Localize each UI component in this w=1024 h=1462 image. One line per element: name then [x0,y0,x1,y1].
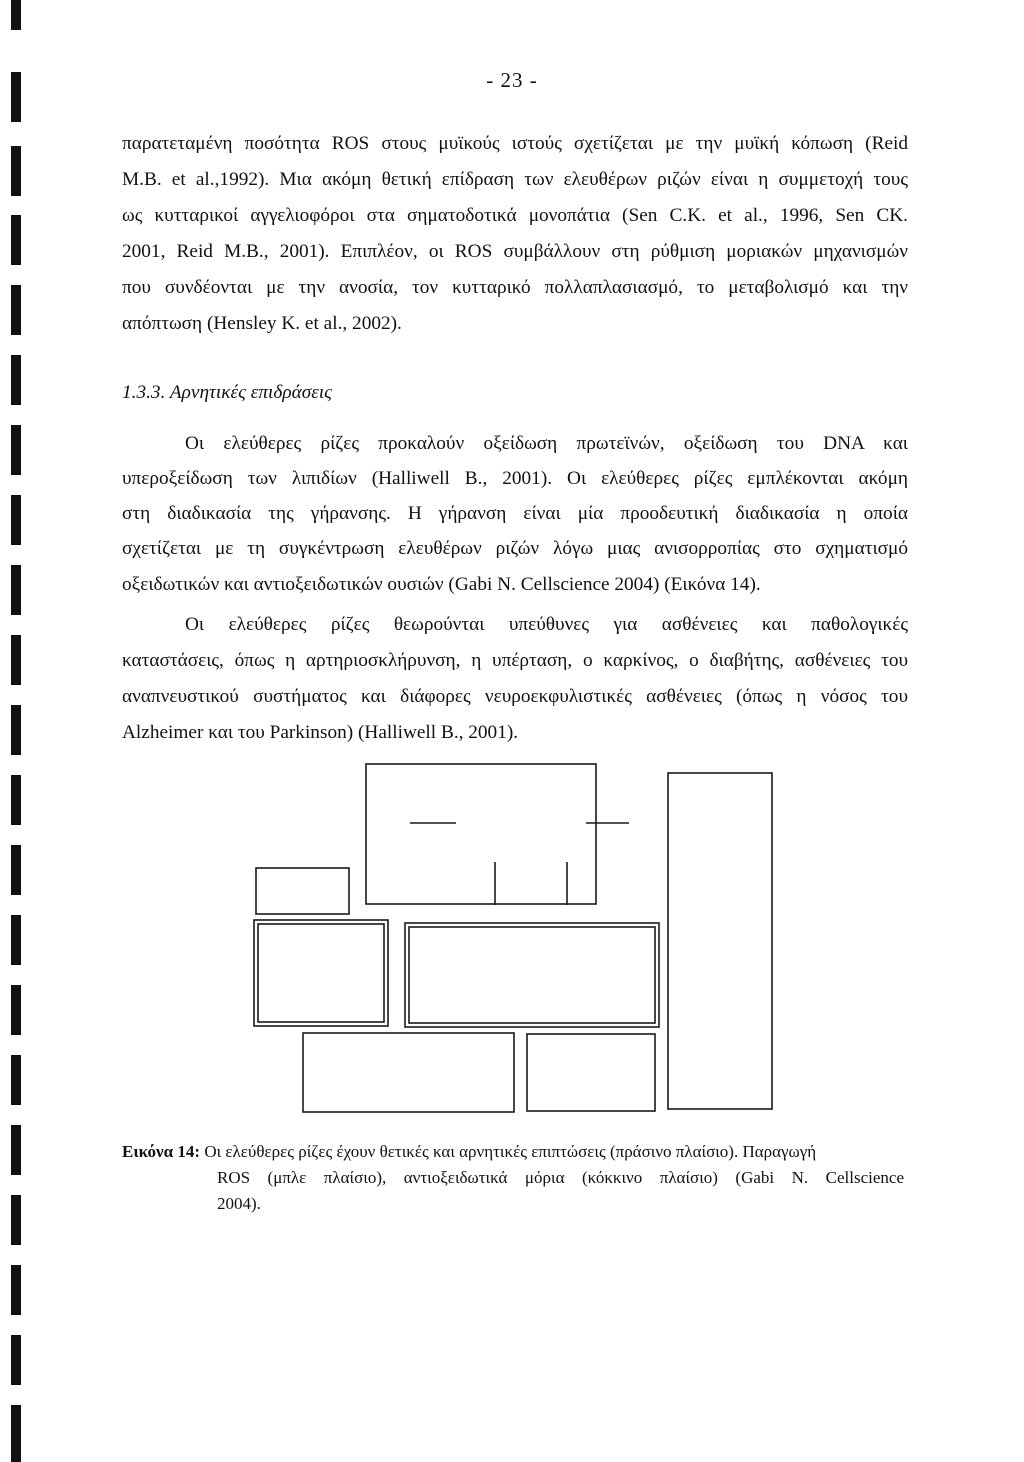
figure-box-bottom-left-inner [258,924,384,1022]
text-line: υπεροξείδωση των λιπιδίων (Halliwell B., 2001). Οι ελεύθερες ρίζες εμπλέκονται ακόμη [122,468,908,489]
caption-line: ROS (μπλε πλαίσιο), αντιοξειδωτικά μόρια (κόκκινο πλαίσιο) (Gabi N. Cellscience [217,1168,904,1187]
text-line: ως κυτταρικοί αγγελιοφόροι στα σηματοδοτικά μονοπάτια (Sen C.K. et al., 1996, Sen CK. [122,205,908,226]
caption-text: Οι ελεύθερες ρίζες έχουν θετικές και αρνητικές επιπτώσεις (πράσινο πλαίσιο). Παραγωγή [204,1142,817,1161]
figure-box-lower-right [527,1034,655,1111]
text-line: καταστάσεις, όπως η αρτηριοσκλήρυνση, η υπέρταση, ο καρκίνος, ο διαβήτης, ασθένειες του [122,650,908,671]
text-line: που συνδέονται με την ανοσία, τον κυτταρικό πολλαπλασιασμό, το μεταβολισμό και την [122,277,908,298]
figure-box-left-small [256,868,349,914]
text-line: M.B. et al.,1992). Μια ακόμη θετική επίδραση των ελευθέρων ριζών είναι η συμμετοχή τους [122,169,908,190]
caption-line [122,1142,904,1162]
text-line: σχετίζεται με τη συγκέντρωση ελευθέρων ριζών λόγω μιας ανισορροπίας στο σχηματισμό [122,538,908,559]
caption-line: 2004). [217,1194,261,1213]
figure-box-bottom-left [254,920,388,1026]
figure-box-right-tall [668,773,772,1109]
text-line: 2001, Reid M.B., 2001). Επιπλέον, οι ROS συμβάλλουν στη ρύθμιση μοριακών μηχανισμών [122,241,908,262]
text-line: Οι ελεύθερες ρίζες θεωρούνται υπεύθυνες για ασθένειες και παθολογικές [185,614,908,635]
section-heading: 1.3.3. Αρνητικές επιδράσεις [122,382,333,403]
text-line: απόπτωση (Hensley K. et al., 2002). [122,313,402,334]
figure-box-lower-left [303,1033,514,1112]
text-line: Alzheimer και του Parkinson) (Halliwell B., 2001). [122,722,519,743]
caption-label: Εικόνα 14: [122,1142,201,1161]
text-line: αναπνευστικού συστήματος και διάφορες νευροεκφυλιστικές ασθένειες (όπως η νόσος του [122,686,908,707]
figure-box-bottom-center-inner [409,927,655,1023]
page-number: - 23 - [486,68,538,92]
text-line: στη διαδικασία της γήρανσης. Η γήρανση είναι μία προοδευτική διαδικασία η οποία [122,503,908,524]
text-line: οξειδωτικών και αντιοξειδωτικών ουσιών (Gabi N. Cellscience 2004) (Εικόνα 14). [122,574,761,595]
text-line: Οι ελεύθερες ρίζες προκαλούν οξείδωση πρωτεϊνών, οξείδωση του DNA και [185,433,908,454]
text-line: παρατεταμένη ποσότητα ROS στους μυϊκούς ιστούς σχετίζεται με την μυϊκή κόπωση (Reid [122,133,908,154]
figure-box-top-center [366,764,596,904]
figure-box-bottom-center [405,923,659,1027]
